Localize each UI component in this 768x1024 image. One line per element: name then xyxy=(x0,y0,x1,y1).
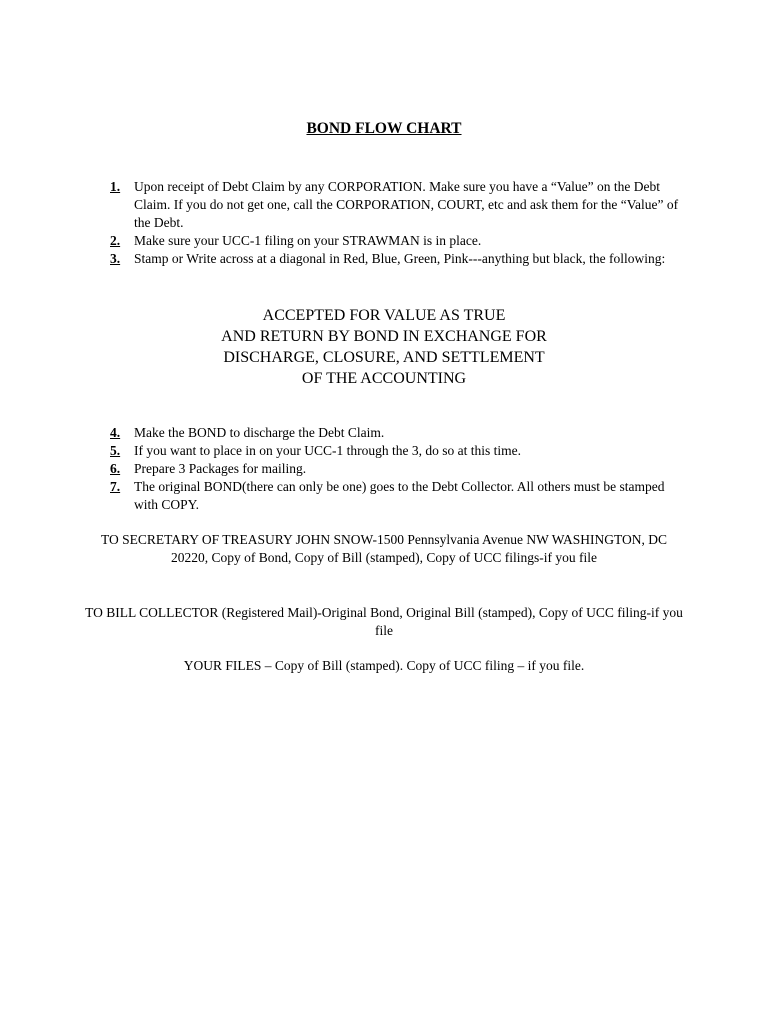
paragraph-bill-collector: TO BILL COLLECTOR (Registered Mail)-Original Bond, Original Bill (stamped), Copy of UCC filing-if you file xyxy=(85,605,683,638)
list-item-step-4 xyxy=(110,424,680,442)
step-text: Stamp or Write across at a diagonal in Red, Blue, Green, Pink---anything but black, the following: xyxy=(134,251,666,266)
stamp-line: OF THE ACCOUNTING xyxy=(301,370,467,387)
step-text: Prepare 3 Packages for mailing. xyxy=(134,461,307,476)
list-item-step-1 xyxy=(110,178,680,232)
list-item-step-3 xyxy=(110,250,680,268)
step-number: 4. xyxy=(110,425,121,440)
step-text: Make sure your UCC-1 filing on your STRAWMAN is in place. xyxy=(134,233,482,248)
step-number: 3. xyxy=(110,251,121,266)
step-text: If you want to place in on your UCC-1 through the 3, do so at this time. xyxy=(134,443,521,458)
list-item-step-2 xyxy=(110,232,680,250)
stamp-text-block xyxy=(0,305,768,389)
step-text: The original BOND(there can only be one) goes to the Debt Collector. All others must be stamped with COPY. xyxy=(134,479,665,512)
stamp-line: AND RETURN BY BOND IN EXCHANGE FOR xyxy=(221,328,547,345)
step-number: 7. xyxy=(110,479,121,494)
step-number: 6. xyxy=(110,461,121,476)
step-text: Make the BOND to discharge the Debt Claim. xyxy=(134,425,385,440)
list-item-step-7 xyxy=(110,478,680,514)
step-number: 5. xyxy=(110,443,121,458)
paragraph-your-files: YOUR FILES – Copy of Bill (stamped). Copy of UCC filing – if you file. xyxy=(183,658,585,673)
step-number: 1. xyxy=(110,179,121,194)
paragraph-secretary-of-treasury: TO SECRETARY OF TREASURY JOHN SNOW-1500 Pennsylvania Avenue NW WASHINGTON, DC 20220, Copy of Bond, Copy of Bill (stamped), Copy of UCC filings-if you file xyxy=(100,532,668,565)
steps-list-first xyxy=(110,178,680,268)
document-title: BOND FLOW CHART xyxy=(306,120,462,137)
step-number: 2. xyxy=(110,233,121,248)
list-item-step-6 xyxy=(110,460,680,478)
stamp-line: DISCHARGE, CLOSURE, AND SETTLEMENT xyxy=(223,349,545,366)
step-text: Upon receipt of Debt Claim by any CORPORATION. Make sure you have a “Value” on the Debt Claim. If you do not get one, call the CORPORATION, COURT, etc and ask them for the “Value” of the Debt. xyxy=(134,179,679,230)
stamp-line: ACCEPTED FOR VALUE AS TRUE xyxy=(262,307,506,324)
list-item-step-5 xyxy=(110,442,680,460)
steps-list-second xyxy=(110,424,680,514)
